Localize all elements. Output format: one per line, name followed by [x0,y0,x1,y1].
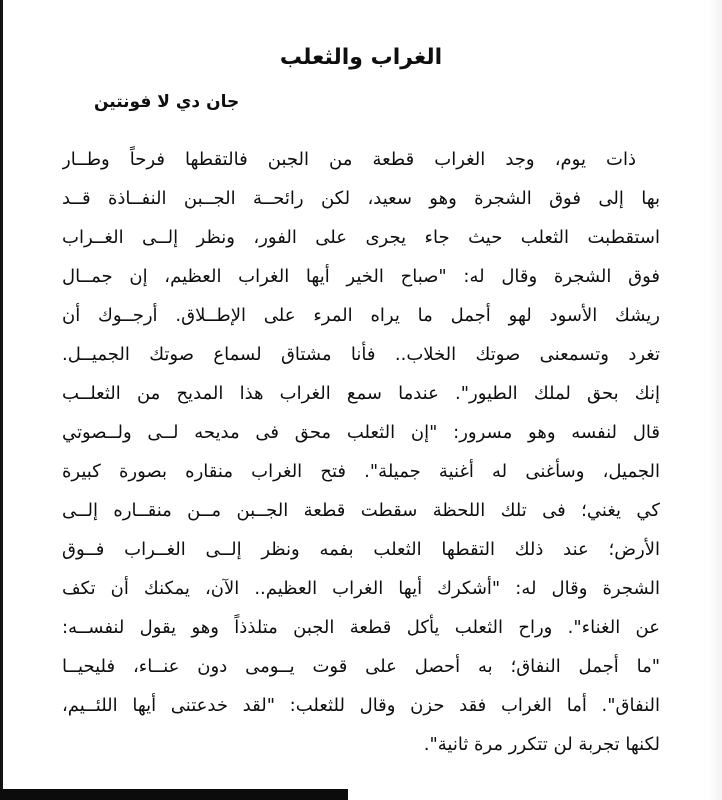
body-line: عن الغناء". وراح الثعلب يأكل قطعة الجبن متلذذاً وهو يقول لنفســه: [62,617,660,638]
body-line: بها إلى فوق الشجرة وهو سعيد، لكن رائحــة الجــبن النفــاذة قــد [62,188,660,209]
body-line: قال لنفسه وهو مسرور: "إن الثعلب محق فى مديحه لــى ولــصوتي [62,422,660,443]
scan-artifact-left-edge [0,0,3,800]
body-line: ذات يوم، وجد الغراب قطعة من الجبن فالتقطها فرحاً وطــار [62,149,636,170]
body-line: النفاق". أما الغراب فقد حزن وقال للثعلب: "لقد خدعتنى أيها اللئــيم، [62,695,660,716]
scan-artifact-right-shade [708,0,722,800]
body-line: فوق الشجرة وقال له: "صباح الخير أيها الغراب العظيم، إن جمــال [62,266,660,287]
body-line: الأرض؛ عند ذلك التقطها الثعلب بفمه ونظر إلــى الغــراب فــوق [62,539,660,560]
body-line: لكنها تجربة لن تتكرر مرة ثانية". [423,734,660,755]
body-line: كي يغني؛ فى تلك اللحظة سقطت قطعة الجــبن مــن منقــاره إلــى [62,500,660,521]
body-line: "ما أجمل النفاق؛ به أحصل على قوت يــومى دون عنــاء، فليحيــا [62,656,660,677]
scan-artifact-bottom-edge [0,789,348,800]
body-line: ريشك الأسود لهو أجمل ما يراه المرء على الإطــلاق. أرجــوك أن [62,305,660,326]
body-line: الجميل، وسأغنى له أغنية جميلة". فتح الغراب منقاره بصورة كبيرة [62,461,660,482]
body-line: الشجرة وقال له: "أشكرك أيها الغراب العظيم.. الآن، يمكنك أن تكف [62,578,660,599]
body-text [62,140,660,764]
body-line: تغرد وتسمعنى صوتك الخلاب.. فأنا مشتاق لسماع صوتك الجميــل. [62,344,660,365]
body-line: إنك بحق لملك الطيور". عندما سمع الغراب هذا المديح من الثعلــب [62,383,660,404]
body-line: استقطبت الثعلب حيث جاء يجرى على الفور، ونظر إلــى الغــراب [62,227,660,248]
story-title: الغراب والثعلب [279,44,443,70]
author-name: جان دي لا فونتين [94,92,240,112]
